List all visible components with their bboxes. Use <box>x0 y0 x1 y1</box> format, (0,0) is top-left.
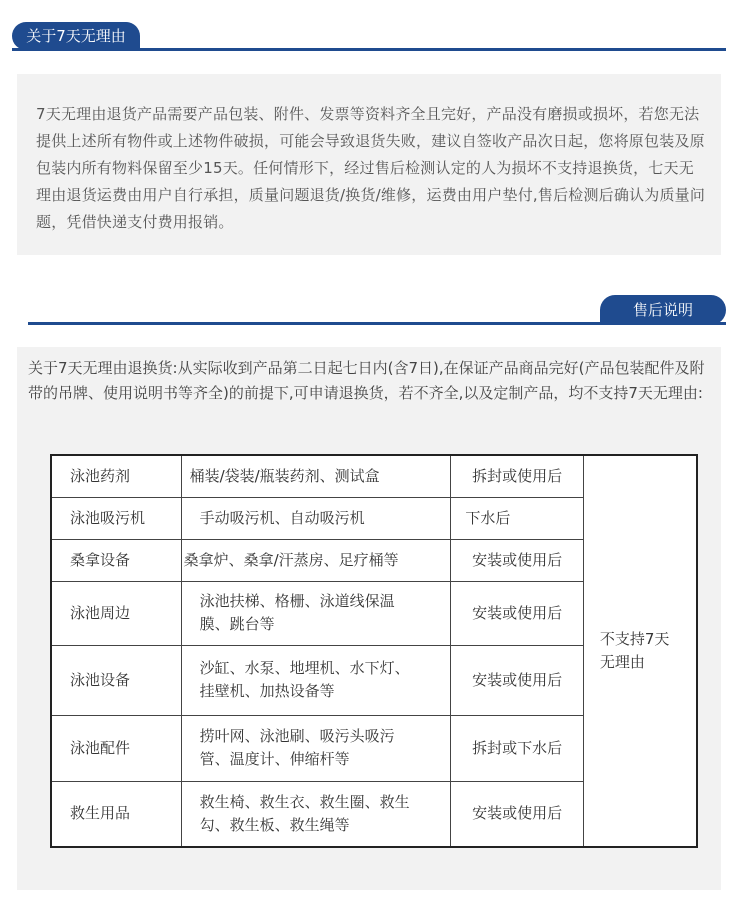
category-cell: 泳池配件 <box>51 715 181 781</box>
category-cell: 泳池吸污机 <box>51 497 181 539</box>
return-policy-table <box>50 454 698 848</box>
section-title-tab: 关于7天无理由 <box>12 22 140 50</box>
after-sales-tab: 售后说明 <box>600 295 726 325</box>
category-cell: 桑拿设备 <box>51 539 181 581</box>
divider-line <box>28 322 726 325</box>
condition-cell: 拆封或下水后 <box>451 715 584 781</box>
condition-cell: 安装或使用后 <box>451 645 584 715</box>
category-cell: 泳池设备 <box>51 645 181 715</box>
items-cell: 泳池扶梯、格栅、泳道线保温膜、跳台等 <box>181 581 451 645</box>
items-cell: 沙缸、水泵、地埋机、水下灯、挂壁机、加热设备等 <box>181 645 451 715</box>
category-cell: 泳池药剂 <box>51 455 181 497</box>
items-cell: 捞叶网、泳池刷、吸污头吸污管、温度计、伸缩杆等 <box>181 715 451 781</box>
condition-cell: 安装或使用后 <box>451 781 584 847</box>
condition-cell: 安装或使用后 <box>451 581 584 645</box>
table-row <box>51 455 697 497</box>
after-sales-description: 关于7天无理由退换货:从实际收到产品第二日起七日内(含7日),在保证产品商品完好(产品包装配件及附带的吊牌、使用说明书等齐全)的前提下,可申请退换货，若不齐全,以及定制产品，均不支持7天无理由: <box>28 359 705 402</box>
items-cell: 桶装/袋装/瓶装药剂、测试盒 <box>181 455 451 497</box>
category-cell: 泳池周边 <box>51 581 181 645</box>
policy-note: 不支持7天无理由 <box>599 630 670 671</box>
condition-cell: 下水后 <box>451 497 584 539</box>
category-cell: 救生用品 <box>51 781 181 847</box>
policy-note-cell <box>583 455 697 847</box>
condition-cell: 拆封或使用后 <box>451 455 584 497</box>
items-cell: 救生椅、救生衣、救生圈、救生勾、救生板、救生绳等 <box>181 781 451 847</box>
condition-cell: 安装或使用后 <box>451 539 584 581</box>
items-cell: 手动吸污机、自动吸污机 <box>181 497 451 539</box>
divider-line <box>12 48 726 51</box>
items-cell: 桑拿炉、桑拿/汗蒸房、足疗桶等 <box>181 539 451 581</box>
intro-text: 7天无理由退货产品需要产品包装、附件、发票等资料齐全且完好，产品没有磨损或损坏，若您无法提供上述所有物件或上述物件破损，可能会导致退货失败，建议自签收产品次日起，您将原包装及原包装内所有物料保留至少15天。任何情形下，经过售后检测认定的人为损坏不支持退换货，七天无理由退货运费由用户自行承担，质量问题退货/换货/维修，运费由用户垫付,售后检测后确认为质量问题，凭借快递支付费用报销。 <box>36 105 706 231</box>
